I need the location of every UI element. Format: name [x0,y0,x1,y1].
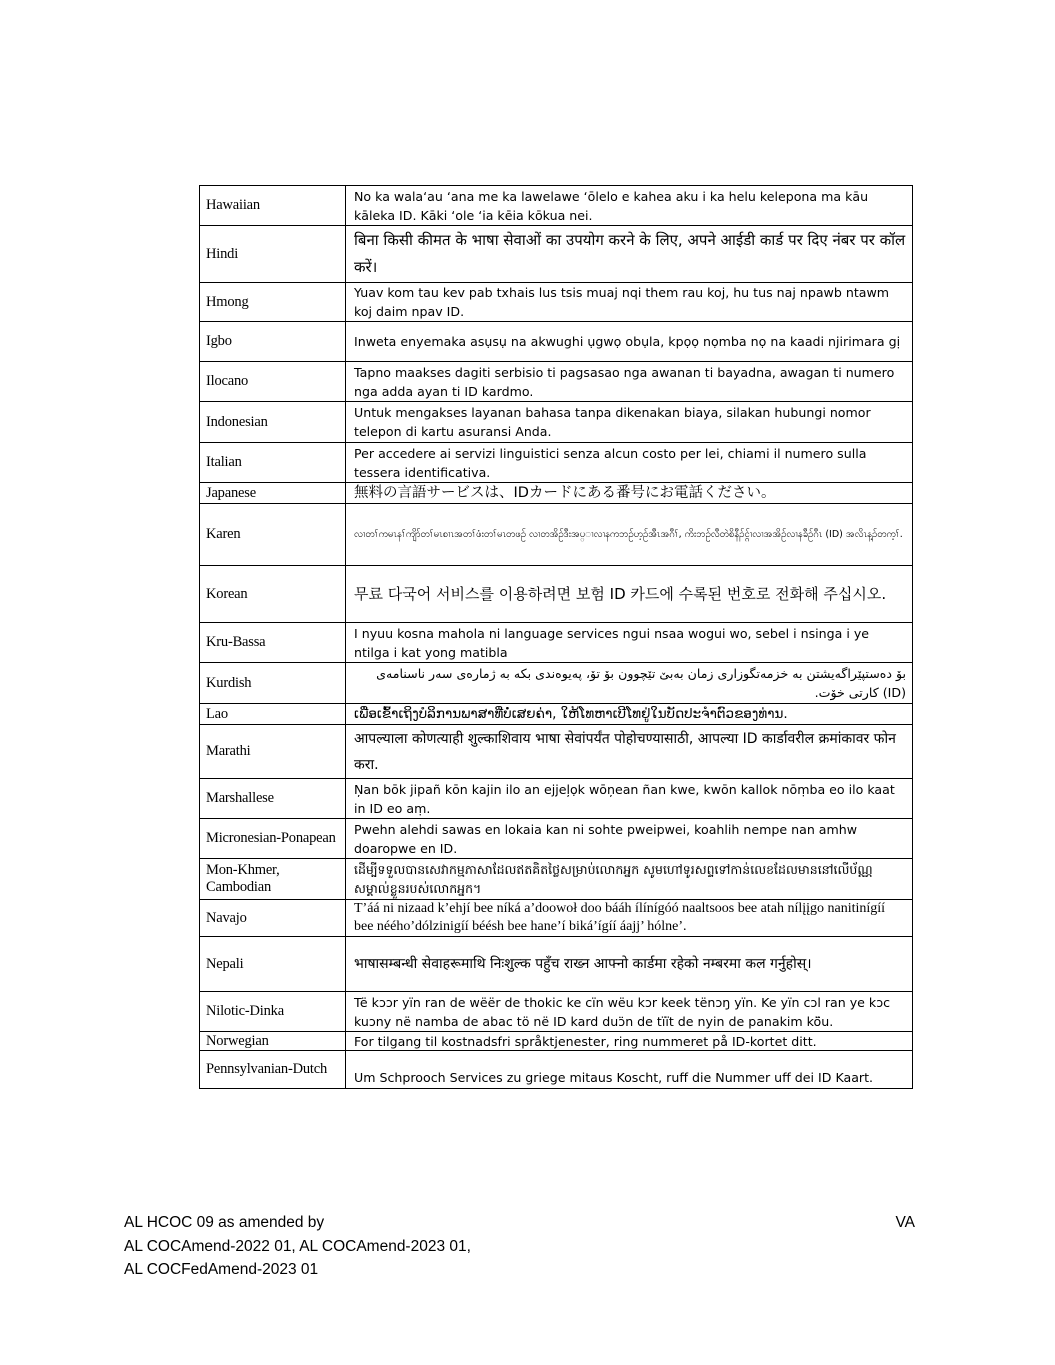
language-message: For tilgang til kostnadsfri språktjenester, ring nummeret på ID-kortet ditt. [346,1032,913,1051]
language-name: Ilocano [200,362,346,402]
language-message: Per accedere ai servizi linguistici senza alcun costo per lei, chiami il numero sulla tessera identificativa. [346,443,913,483]
language-name: Indonesian [200,402,346,443]
language-message: भाषासम्बन्धी सेवाहरूमाथि निःशुल्क पहुँच राख्न आफ्नो कार्डमा रहेको नम्बरमा कल गर्नुहोस्। [346,937,913,992]
table-row [200,725,913,779]
language-message: Inweta enyemaka asụsụ na akwughi ụgwọ obụla, kpọọ nọmba nọ na kaadi njirimara gị [346,322,913,362]
language-name: Japanese [200,483,346,504]
language-message: Untuk mengakses layanan bahasa tanpa dikenakan biaya, silakan hubungi nomor telepon di kartu asuransi Anda. [346,402,913,443]
language-name: Hmong [200,283,346,322]
footer-document-reference [124,1211,471,1282]
language-name: Hindi [200,226,346,283]
footer-state-code: VA [895,1214,915,1231]
table-row [200,900,913,937]
language-message: ដើម្បីទទួលបានសេវាកម្មភាសាដែលឥតគិតថ្លៃសម្រាប់លោកអ្នក សូមហៅទូរសព្ទទៅកាន់លេខដែលមាននៅលើប័ណ្ណសម្គាល់ខ្លួនរបស់លោកអ្នក។ [346,859,913,900]
language-name: Hawaiian [200,186,346,226]
language-name: Norwegian [200,1032,346,1051]
language-name: Kurdish [200,663,346,704]
language-name: Marathi [200,725,346,779]
table-row [200,1051,913,1089]
language-message: Ņan bōk jipañ kōn kajin ilo an ejjeļọk wōņean ñan kwe, kwōn kallok nōṃba eo ilo kaat in ID eo aṃ. [346,779,913,819]
table-row [200,992,913,1032]
table-row [200,483,913,504]
language-message: بۆ دەستپێراگەیشتن بە خزمەتگوزاری زمان بەبێ تێچوون بۆ تۆ، پەیوەندی بکە بە ژمارەی سەر ناسنامەی (ID) کارتی خۆت. [346,663,913,704]
table-row [200,623,913,663]
table-row [200,322,913,362]
language-message: I nyuu kosna mahola ni language services ngui nsaa wogui wo, sebel i nsinga i ye ntilga i kat yong matibla [346,623,913,663]
language-message: बिना किसी कीमत के भाषा सेवाओं का उपयोग करने के लिए, अपने आईडी कार्ड पर दिए नंबर पर कॉल करें। [346,226,913,283]
table-row [200,402,913,443]
table-row [200,819,913,859]
footer-line: AL HCOC 09 as amended by [124,1214,325,1231]
language-name: Mon-Khmer, Cambodian [200,859,346,900]
language-message: आपल्याला कोणत्याही शुल्काशिवाय भाषा सेवांपर्यंत पोहोचण्यासाठी, आपल्या ID कार्डावरील क्रमांकावर फोन करा. [346,725,913,779]
language-name: Pennsylvanian-Dutch [200,1051,346,1089]
language-message: 무료 다국어 서비스를 이용하려면 보험 ID 카드에 수록된 번호로 전화해 주십시오. [346,566,913,623]
language-name: Italian [200,443,346,483]
language-name: Igbo [200,322,346,362]
language-name: Navajo [200,900,346,937]
language-message: Pwehn alehdi sawas en lokaia kan ni sohte pweipwei, koahlih nempe nan amhw doaropwe en ID. [346,819,913,859]
table-row [200,566,913,623]
table-row [200,704,913,725]
language-message: 無料の言語サービスは、IDカードにある番号にお電話ください。 [346,483,913,504]
language-name: Karen [200,504,346,566]
table-row [200,937,913,992]
language-message: Yuav kom tau kev pab txhais lus tsis muaj nqi them rau koj, hu tus naj npawb ntawm koj daim npav ID. [346,283,913,322]
table-row [200,186,913,226]
table-row [200,362,913,402]
language-name: Korean [200,566,346,623]
table-row [200,226,913,283]
language-message: No ka wala‘au ‘ana me ka lawelawe ‘ōlelo e kahea aku i ka helu kelepona ma kāu kāleka ID. Kāki ‘ole ‘ia kēia kōkua nei. [346,186,913,226]
language-message: Um Schprooch Services zu griege mitaus Koscht, ruff die Nummer uff dei ID Kaart. [346,1051,913,1089]
language-name: Lao [200,704,346,725]
language-message: ເພື່ອເຂົ້າເຖິງບໍລິການພາສາທີ່ບໍ່ເສຍຄ່າ, ໃຫ້ໂທຫາເບີໂທຢູ່ໃນບັດປະຈຳຕົວຂອງທ່ານ. [346,704,913,725]
language-name: Kru-Bassa [200,623,346,663]
table-row [200,283,913,322]
footer-line: AL COCAmend-2022 01, AL COCAmend-2023 01, [124,1237,471,1255]
table-row [200,504,913,566]
language-assistance-table [199,185,913,1089]
language-message: လၢတၢ်ကမၤနၢ်ကျိာ်တၢ်မၤစၢၤအတၢ်ဖံးတၢ်မၤတဖဉ် လၢတအိဉ်ဒီးအပ္ၢလၢနကဘဉ်ဟ့ဉ်အီၤအဂီၢ်, ကိးဘဉ်လီတဲစိနီၣ်င္ဂ်ၢလၢအအိဉ်လၢနခီဉ်ဂီၤ (ID) အလိၤန့ၣ်တက့ၢ်. [346,504,913,566]
language-name: Micronesian-Ponapean [200,819,346,859]
table-row [200,443,913,483]
language-name: Nilotic-Dinka [200,992,346,1032]
language-name: Nepali [200,937,346,992]
table-row [200,779,913,819]
table-row [200,859,913,900]
table-row [200,1032,913,1051]
language-message: Të kɔɔr yïn ran de wëër de thokic ke cïn wëu kɔr keek tënɔŋ yïn. Ke yïn cɔl ran ye kɔc kuɔny në namba de abac tö në ID kard duɔ̈n de tïït de nyin de panakim kö̈u. [346,992,913,1032]
table-row [200,663,913,704]
language-message: Tapno maakses dagiti serbisio ti pagsasao nga awanan ti bayadna, awagan ti numero nga adda ayan ti ID kardmo. [346,362,913,402]
language-name: Marshallese [200,779,346,819]
footer-line: AL COCFedAmend-2023 01 [124,1261,319,1278]
language-message: T’áá ni nizaad k’ehjí bee níká a’doowoł doo bááh ílínígóó naaltsoos bee atah nílįįgo nanitinígíí bee néého’dólzinigíí béésh bee hane’í biká’ígíí áajj’ hólne’. [346,900,913,937]
